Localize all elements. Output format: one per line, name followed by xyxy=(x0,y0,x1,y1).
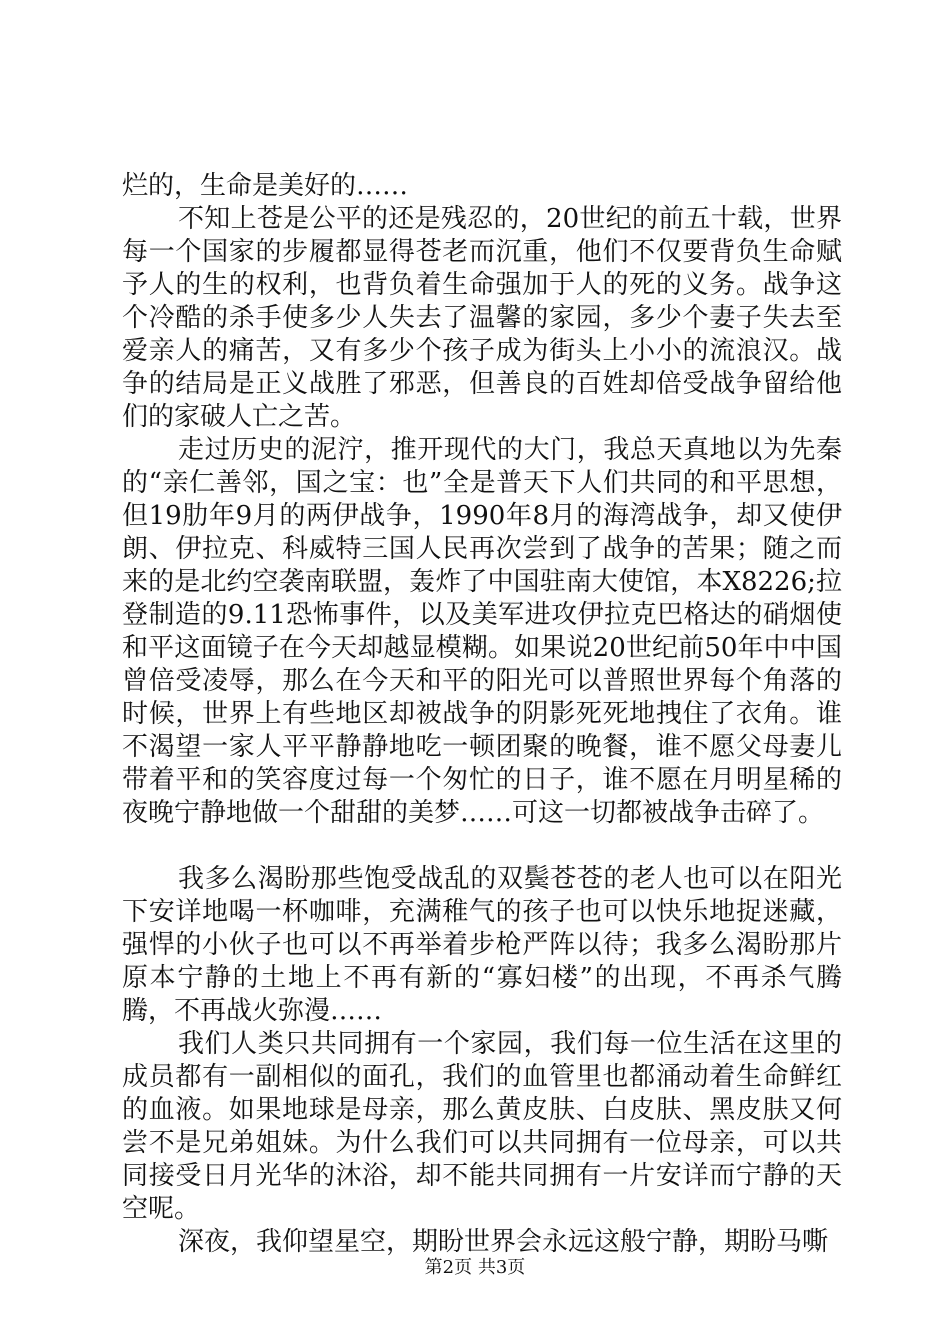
paragraph-longing: 我多么渴盼那些饱受战乱的双鬓苍苍的老人也可以在阳光下安详地喝一杯咖啡，充满稚气的孩子也可以快乐地捉迷藏，强悍的小伙子也可以不再举着步枪严阵以待；我多么渴盼那片原本宁静的土地上不再有新的“寡妇楼”的出现，不再杀气腾腾，不再战火弥漫…… xyxy=(122,864,842,1026)
paragraph-war-history: 不知上苍是公平的还是残忍的，20世纪的前五十载，世界每一个国家的步履都显得苍老而沉重，他们不仅要背负生命赋予人的生的权利，也背负着生命强加于人的死的义务。战争这个冷酷的杀手使多少人失去了温馨的家园，多少个妻子失去至爱亲人的痛苦，又有多少个孩子成为街头上小小的流浪汉。战争的结局是正义战胜了邪恶，但善良的百姓却倍受战争留给他们的家破人亡之苦。 xyxy=(122,204,842,432)
paragraph-night-sky: 深夜，我仰望星空，期盼世界会永远这般宁静，期盼马嘶 xyxy=(178,1227,829,1257)
paragraph-one-home: 我们人类只共同拥有一个家园，我们每一位生活在这里的成员都有一副相似的面孔，我们的血管里也都涌动着生命鲜红的血液。如果地球是母亲，那么黄皮肤、白皮肤、黑皮肤又何尝不是兄弟姐妹。为什么我们可以共同拥有一位母亲，可以共同接受日月光华的沐浴，却不能共同拥有一片安详而宁静的天空呢。 xyxy=(122,1029,842,1224)
page-number-footer: 第2页 共3页 xyxy=(424,1257,526,1278)
paragraph-gap xyxy=(122,830,842,863)
paragraph-modern-wars: 走过历史的泥泞，推开现代的大门，我总天真地以为先秦的“亲仁善邻，国之宝：也”全是普天下人们共同的和平思想，但19肋年9月的两伊战争，1990年8月的海湾战争，却又使伊朗、伊拉克、科威特三国人民再次尝到了战争的苦果；随之而来的是北约空袭南联盟，轰炸了中国驻南大使馆，本X8226;拉登制造的9.11恐怖事件，以及美军进攻伊拉克巴格达的硝烟使和平这面镜子在今天却越显模糊。如果说20世纪前50年中中国曾倍受凌辱，那么在今天和平的阳光可以普照世界每个角落的时候，世界上有些地区却被战争的阴影死死地拽住了衣角。谁不渴望一家人平平静静地吃一顿团聚的晚餐，谁不愿父母妻儿带着平和的笑容度过每一个匆忙的日子，谁不愿在月明星稀的夜晚宁静地做一个甜甜的美梦……可这一切都被战争击碎了。 xyxy=(122,435,842,828)
paragraph-continuation: 烂的，生命是美好的…… xyxy=(122,171,409,201)
article-body xyxy=(122,170,842,1259)
